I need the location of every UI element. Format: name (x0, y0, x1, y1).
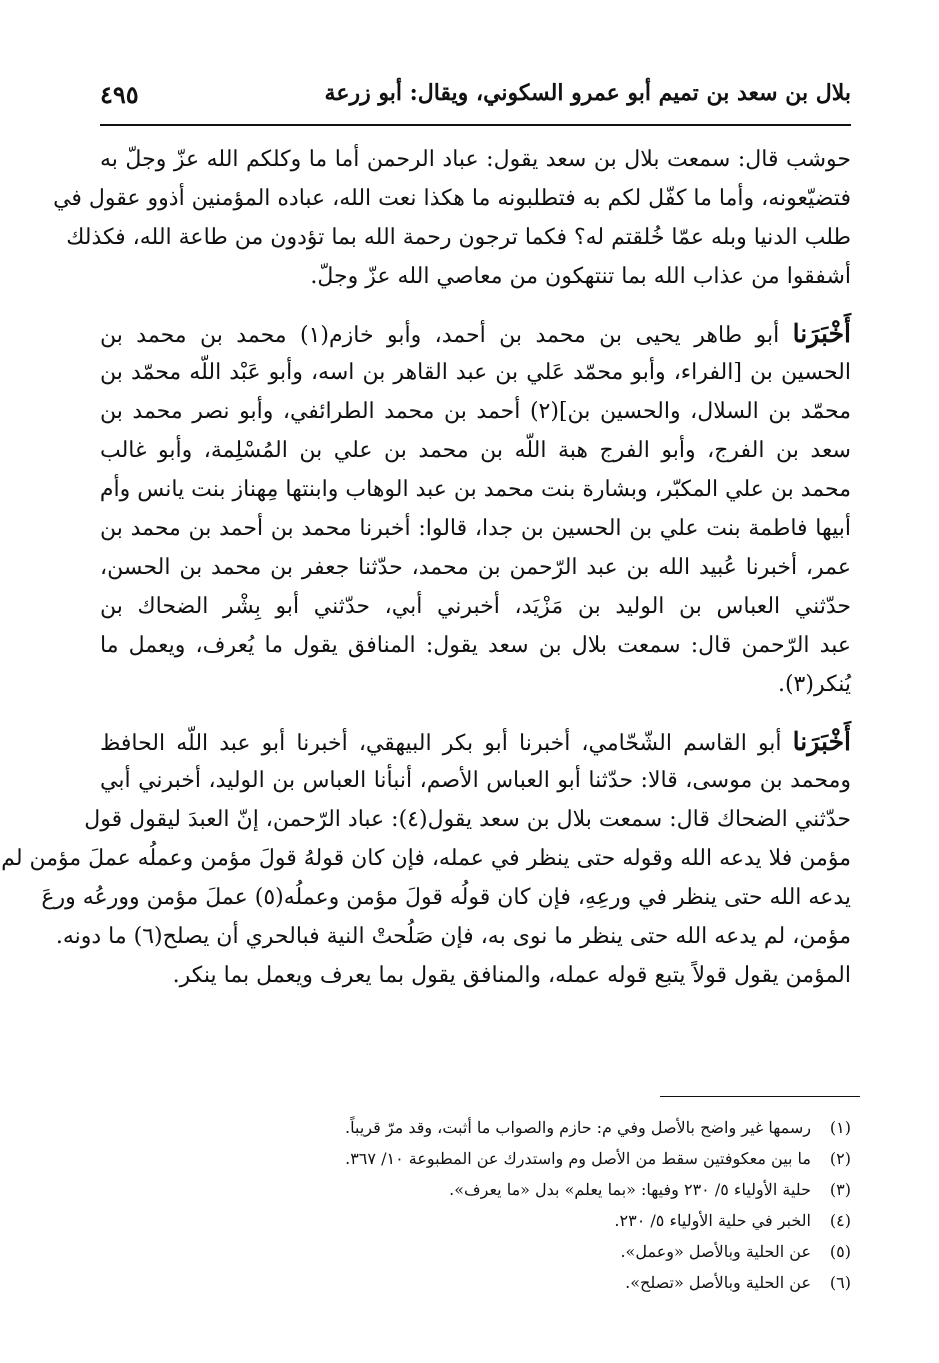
text-line: أشفقوا من عذاب الله بما تنتهكون من معاصي الله عزّ وجلّ. (310, 264, 851, 289)
footnote-text: عن الحلية وبالأصل «تصلح». (625, 1273, 811, 1292)
footnotes (100, 1112, 851, 1298)
text-line: مؤمن فلا يدعه الله وقوله حتى ينظر في عمله، فإن كان قولهُ قولَ مؤمن وعملُه عملَ مؤمن لم (1, 846, 851, 871)
lead-word: أَخْبَرَنا (792, 319, 851, 348)
footnote (100, 1205, 851, 1236)
running-header (100, 80, 851, 124)
paragraph-2 (100, 314, 851, 704)
footnote-text: الخبر في حلية الأولياء ٥/ ٢٣٠. (614, 1211, 811, 1230)
text-line (100, 314, 851, 353)
lead-word: أَخْبَرَنا (792, 727, 851, 756)
text-line: ومحمد بن موسى، قالا: حدّثنا أبو العباس الأصم، أنبأنا العباس بن الوليد، أخبرني أبي (100, 768, 851, 793)
paragraph-1 (53, 140, 851, 296)
text-line: عبد الرّحمن قال: سمعت بلال بن سعد يقول: المنافق يقول ما يُعرف، ويعمل ما (100, 633, 851, 658)
footnote (100, 1143, 851, 1174)
text-line: مؤمن، لم يدعه الله حتى ينظر ما نوى به، فإن صَلُحتْ النية فبالحري أن يصلح(٦) ما دونه. (55, 924, 851, 949)
text-line (100, 722, 851, 761)
text-line: حوشب قال: سمعت بلال بن سعد يقول: عباد الرحمن أما ما وكلكم الله عزّ وجلّ به (100, 147, 851, 172)
text-span: أبو طاهر يحيى بن محمد بن أحمد، وأبو خازم(١) محمد بن محمد بن (100, 323, 780, 348)
footnote-number: (٦) (829, 1273, 851, 1292)
text-line: الحسين بن [الفراء، وأبو محمّد عَلي بن عبد القاهر بن اسه، وأبو عَبْد اللّه محمّد بن (100, 360, 851, 385)
footnote-text: رسمها غير واضح بالأصل وفي م: حازم والصواب ما أثبت، وقد مرّ قريباً. (345, 1118, 811, 1137)
text-line: طلب الدنيا وبله عمّا خُلقتم له؟ فكما ترجون رحمة الله بما تؤدون من طاعة الله، فكذلك (66, 225, 851, 250)
footnote (100, 1174, 851, 1205)
text-line: فتضيّعونه، وأما ما كفّل لكم به فتطلبونه ما هكذا نعت الله، عباده المؤمنين أذوو عقول في (53, 186, 851, 211)
page-number: ٤٩٥ (100, 80, 139, 109)
header-divider (100, 124, 851, 126)
header-title: بلال بن سعد بن تميم أبو عمرو السكوني، ويقال: أبو زرعة (324, 80, 851, 106)
footnote-divider (660, 1096, 860, 1097)
text-line: يُنكر(٣). (777, 672, 851, 697)
footnote-number: (٤) (829, 1211, 851, 1230)
paragraph-3 (1, 722, 851, 995)
text-span: أبو القاسم الشّحّامي، أخبرنا أبو بكر البيهقي، أخبرنا أبو عبد اللّه الحافظ (100, 731, 782, 756)
footnote (100, 1267, 851, 1298)
footnote (100, 1236, 851, 1267)
footnote-number: (٥) (829, 1242, 851, 1261)
text-line: يدعه الله حتى ينظر في ورعِهِ، فإن كان قولُه قولَ مؤمن وعملُه(٥) عملَ مؤمن وورعُه ورعَ (41, 885, 851, 910)
text-line: حدّثني العباس بن الوليد بن مَزْيَد، أخبرني أبي، حدّثني أبو بِشْر الضحاك بن (100, 594, 851, 619)
text-line: حدّثني الضحاك قال: سمعت بلال بن سعد يقول(٤): عباد الرّحمن، إنّ العبدَ ليقول قول (84, 807, 851, 832)
footnote-number: (٢) (829, 1149, 851, 1168)
footnote (100, 1112, 851, 1143)
footnote-text: حلية الأولياء ٥/ ٢٣٠ وفيها: «بما يعلم» بدل «ما يعرف». (449, 1180, 811, 1199)
text-line: عمر، أخبرنا عُبيد الله بن عبد الرّحمن بن محمد، حدّثنا جعفر بن محمد بن الحسن، (100, 555, 851, 580)
text-line: محمد بن علي المكبّر، وبشارة بنت محمد بن عبد الوهاب وابنتها مِهناز بنت يانس وأم (99, 477, 851, 502)
text-line: محمّد بن السلال، والحسين بن](٢) أحمد بن محمد الطرائفي، وأبو نصر محمد بن (100, 399, 851, 424)
text-line: أبيها فاطمة بنت علي بن الحسين بن جدا، قالوا: أخبرنا محمد بن أحمد بن محمد بن (100, 516, 851, 541)
footnote-text: ما بين معكوفتين سقط من الأصل وم واستدرك عن المطبوعة ١٠/ ٣٦٧. (345, 1149, 811, 1168)
footnote-number: (١) (829, 1118, 851, 1137)
footnote-number: (٣) (829, 1180, 851, 1199)
text-line: المؤمن يقول قولاً يتبع قوله عمله، والمنافق يقول بما يعرف ويعمل بما ينكر. (172, 963, 851, 988)
footnote-text: عن الحلية وبالأصل «وعمل». (620, 1242, 811, 1261)
main-text (1, 140, 851, 1013)
text-line: سعد بن الفرج، وأبو الفرج هبة اللّه بن محمد بن علي بن المُسْلِمة، وأبو غالب (100, 438, 851, 463)
